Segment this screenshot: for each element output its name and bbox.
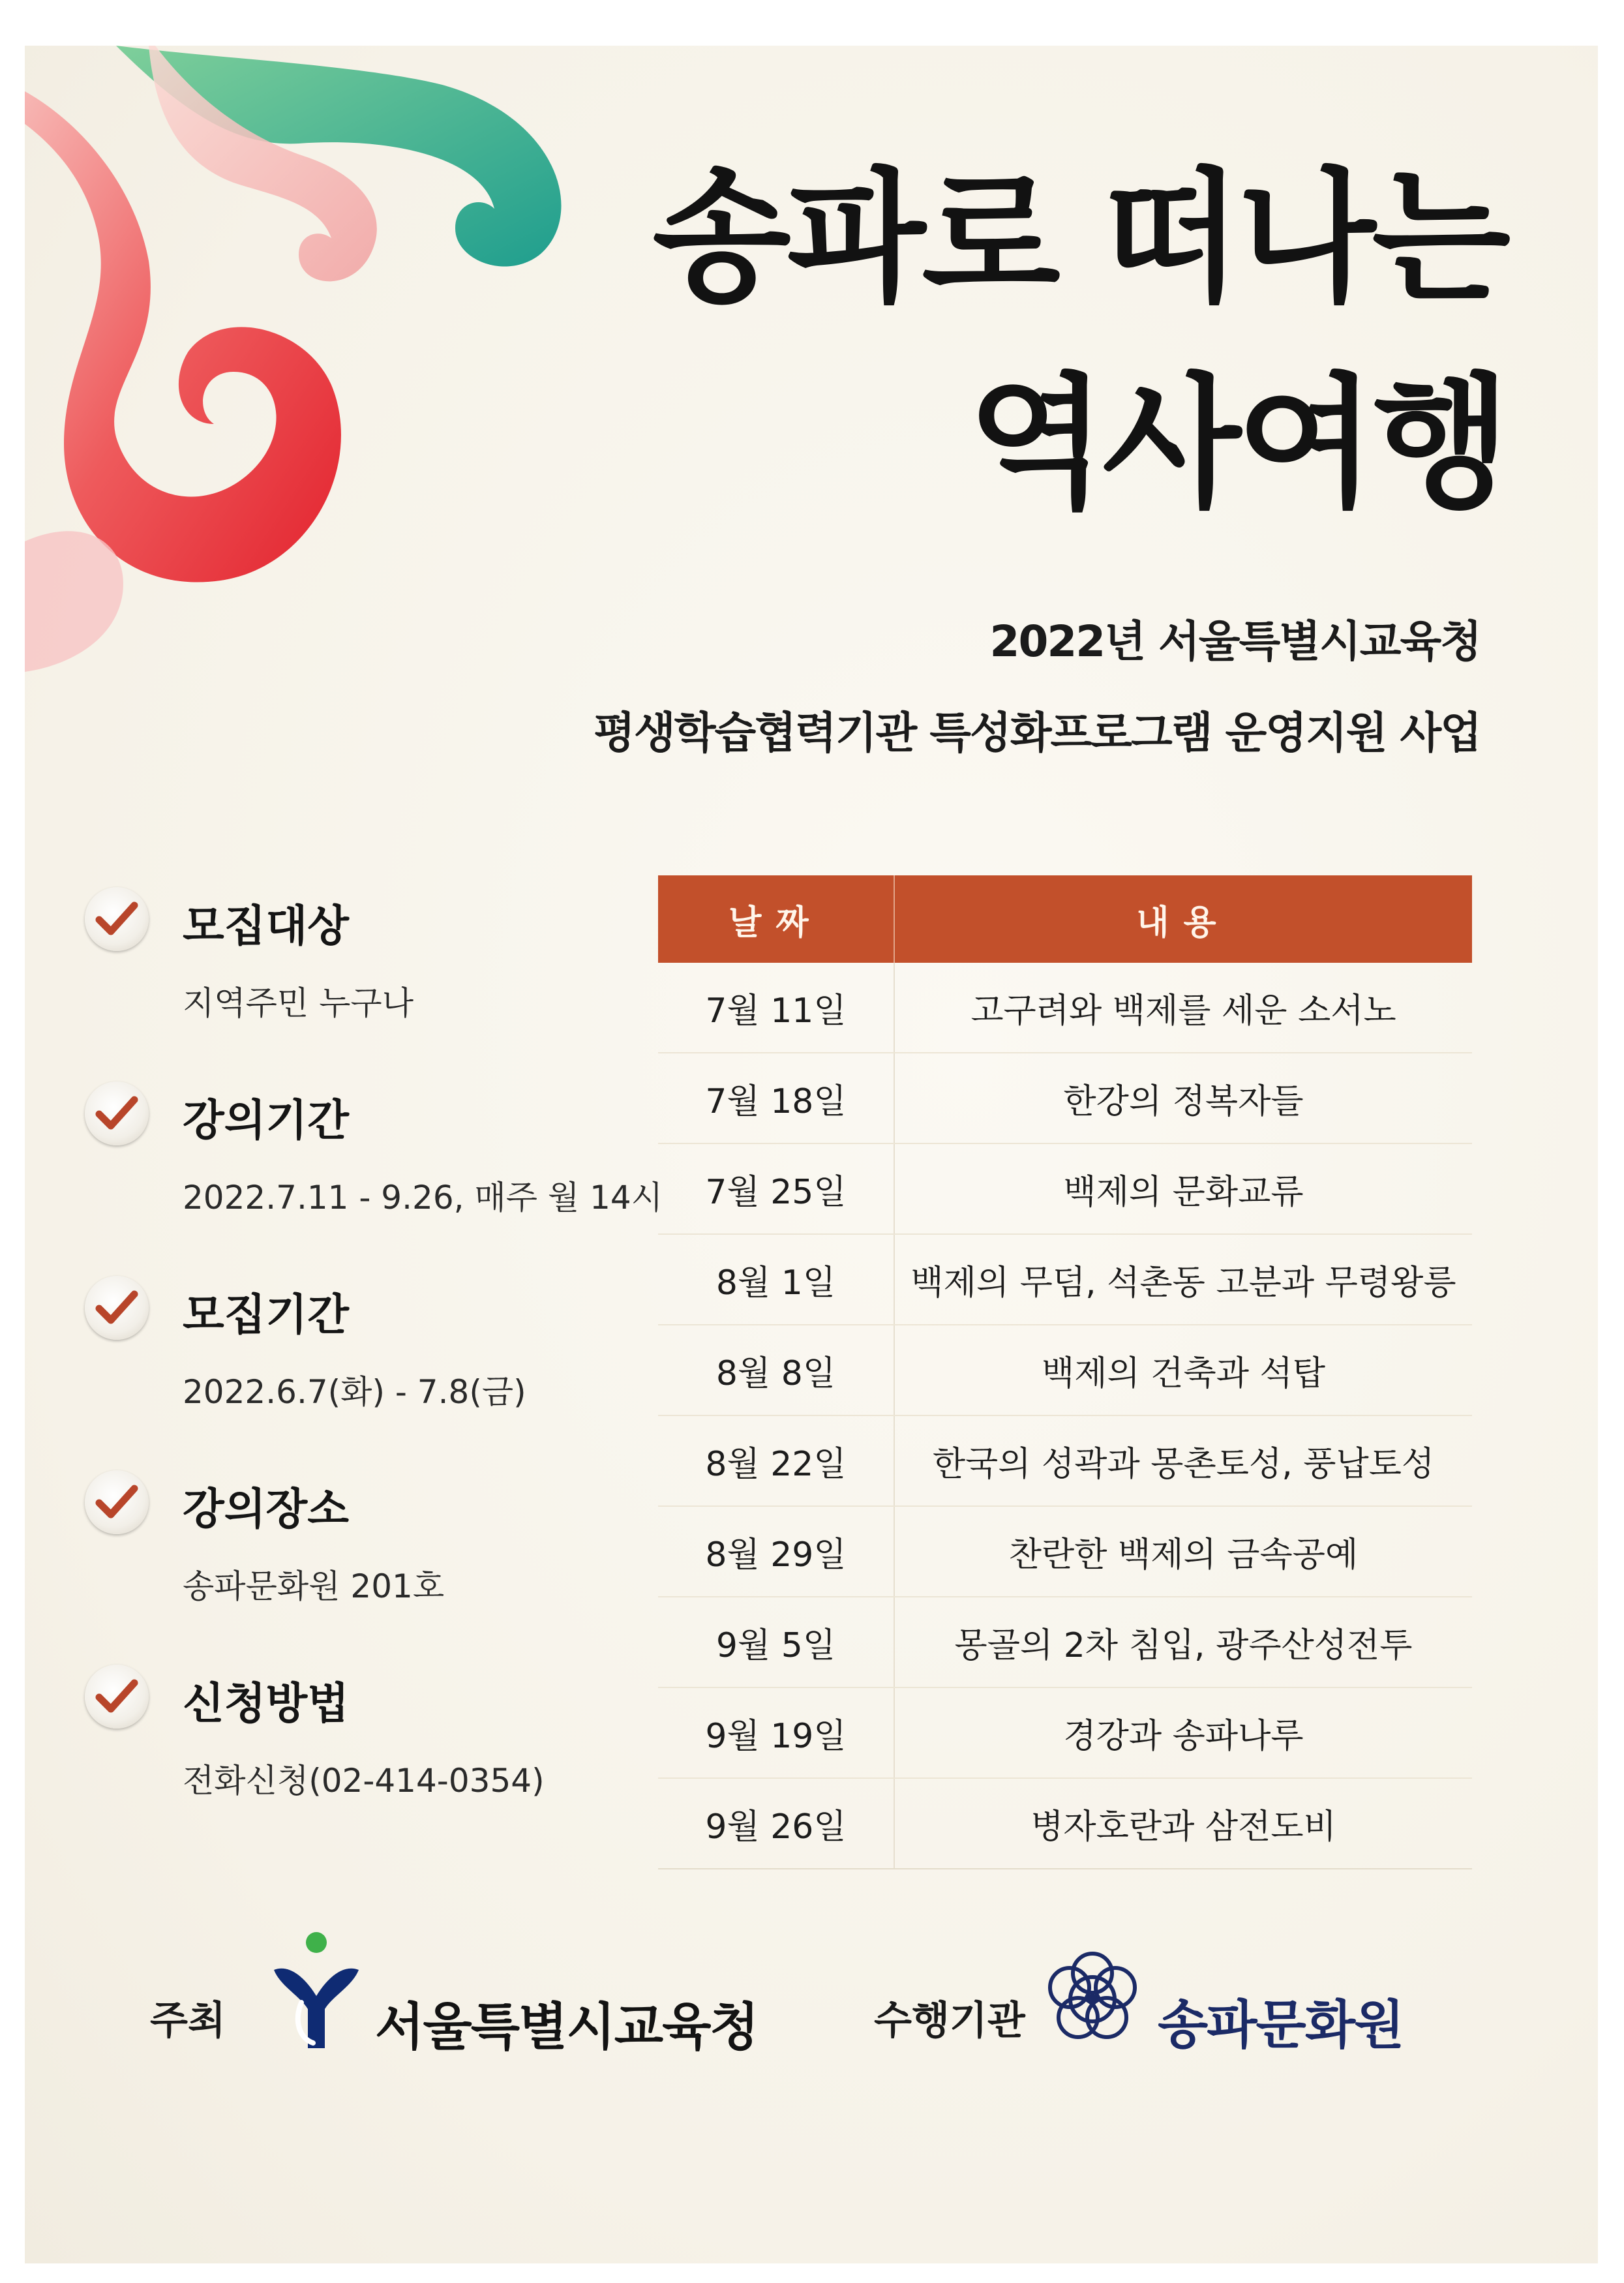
row-date: 8월 29일 [658, 1506, 894, 1597]
host-name: 서울특별시교육청 [375, 1998, 758, 2057]
row-date: 7월 25일 [658, 1143, 894, 1234]
table-row [658, 1143, 1472, 1234]
host-label: 주최 [150, 1998, 226, 2044]
poster-title-line2: 역사여행 [967, 360, 1507, 527]
info-label: 신청방법 [183, 1678, 350, 1729]
info-label: 강의장소 [183, 1484, 350, 1534]
table-row [658, 1597, 1472, 1687]
row-content: 몽골의 2차 침입, 광주산성전투 [894, 1597, 1472, 1687]
info-item-apply [85, 1665, 672, 1859]
table-row [658, 1234, 1472, 1325]
row-date: 8월 22일 [658, 1415, 894, 1506]
info-list [85, 887, 672, 1859]
row-date: 9월 26일 [658, 1778, 894, 1869]
row-date: 8월 8일 [658, 1325, 894, 1415]
check-icon [85, 887, 149, 951]
row-date: 9월 5일 [658, 1597, 894, 1687]
exec-name: 송파문화원 [1158, 1995, 1404, 2055]
header-date: 날짜 [658, 875, 894, 963]
info-label: 모집대상 [183, 901, 350, 951]
row-content: 경강과 송파나루 [894, 1687, 1472, 1778]
row-content: 찬란한 백제의 금속공예 [894, 1506, 1472, 1597]
schedule-table [658, 875, 1472, 1869]
exec-label: 수행기관 [874, 1998, 1025, 2044]
row-content: 한강의 정복자들 [894, 1053, 1472, 1143]
table-row [658, 1325, 1472, 1415]
row-content: 한국의 성곽과 몽촌토성, 풍납토성 [894, 1415, 1472, 1506]
header-content: 내용 [894, 875, 1472, 963]
decorative-swirl [25, 46, 612, 763]
info-item-period [85, 1081, 672, 1276]
row-date: 8월 1일 [658, 1234, 894, 1325]
check-icon [85, 1081, 149, 1145]
row-date: 7월 11일 [658, 963, 894, 1053]
row-content: 병자호란과 삼전도비 [894, 1778, 1472, 1869]
row-content: 고구려와 백제를 세운 소서노 [894, 963, 1472, 1053]
row-content: 백제의 건축과 석탑 [894, 1325, 1472, 1415]
schedule-header-row [658, 875, 1472, 963]
row-content: 백제의 무덤, 석촌동 고분과 무령왕릉 [894, 1234, 1472, 1325]
table-row [658, 1415, 1472, 1506]
info-value: 2022.6.7(화) - 7.8(금) [183, 1373, 526, 1411]
table-row [658, 1687, 1472, 1778]
info-value: 지역주민 누구나 [183, 984, 414, 1022]
poster-title-line1: 송파로 떠나는 [652, 155, 1507, 322]
seoul-education-logo-icon [261, 1924, 372, 2055]
info-value: 송파문화원 201호 [183, 1567, 445, 1605]
table-row [658, 1778, 1472, 1869]
check-icon [85, 1276, 149, 1340]
info-value: 2022.7.11 - 9.26, 매주 월 14시 [183, 1179, 663, 1217]
subtitle-line2: 평생학습협력기관 특성화프로그램 운영지원 사업 [594, 708, 1481, 758]
check-icon [85, 1470, 149, 1534]
info-item-target [85, 887, 672, 1081]
info-item-venue [85, 1470, 672, 1665]
table-row [658, 963, 1472, 1053]
row-date: 9월 19일 [658, 1687, 894, 1778]
info-label: 모집기간 [183, 1290, 350, 1340]
row-date: 7월 18일 [658, 1053, 894, 1143]
info-value: 전화신청(02-414-0354) [183, 1762, 545, 1800]
row-content: 백제의 문화교류 [894, 1143, 1472, 1234]
subtitle-line1: 2022년 서울특별시교육청 [989, 616, 1481, 667]
songpa-culture-logo-icon [1040, 1947, 1145, 2051]
info-item-recruit [85, 1276, 672, 1470]
table-row [658, 1506, 1472, 1597]
check-icon [85, 1665, 149, 1729]
table-row [658, 1053, 1472, 1143]
info-label: 강의기간 [183, 1095, 350, 1145]
